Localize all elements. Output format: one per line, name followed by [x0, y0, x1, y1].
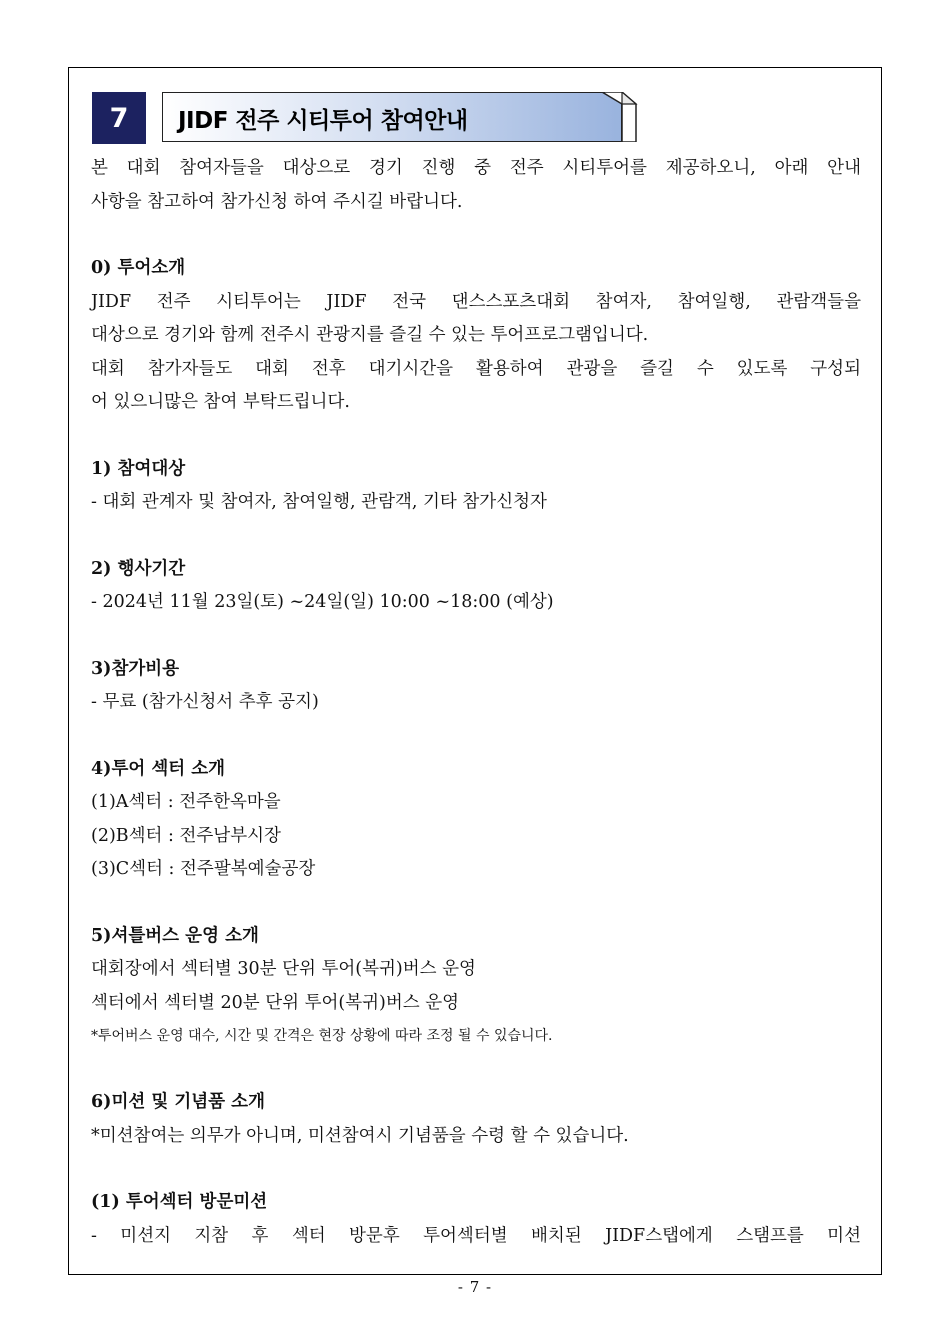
mission-visit-heading: (1) 투어섹터 방문미션 — [91, 1192, 268, 1212]
shuttle-line: 섹터에서 섹터별 20분 단위 투어(복귀)버스 운영 — [91, 992, 460, 1013]
target-line: - 대회 관계자 및 참여자, 참여일행, 관람객, 기타 참가신청자 — [91, 492, 547, 512]
period-line: - 2024년 11월 23일(토) ~24일(일) 10:00 ~18:00 (예상) — [91, 592, 554, 612]
section-title-box — [162, 92, 636, 142]
mission-line: *미션참여는 의무가 아니며, 미션참여시 기념품을 수령 할 수 있습니다. — [91, 1125, 629, 1146]
target-heading: 1) 참여대상 — [91, 458, 186, 479]
shuttle-line: 대회장에서 섹터별 30분 단위 투어(복귀)버스 운영 — [91, 959, 476, 979]
tour-intro-line: JIDF 전주 시티투어는 JIDF 전국 댄스스포츠대회 참여자, 참여일행, 관람객들을 — [91, 291, 861, 312]
cost-line: - 무료 (참가신청서 추후 공지) — [91, 692, 319, 712]
period-heading: 2) 행사기간 — [91, 558, 186, 579]
intro-line: 사항을 참고하여 참가신청 하여 주시길 바랍니다. — [91, 191, 463, 212]
mission-visit-line: - 미션지 지참 후 섹터 방문후 투어섹터별 배치된 JIDF스탭에게 스탬프를 미션 — [91, 1225, 861, 1246]
tour-intro-line: 대회 참가자들도 대회 전후 대기시간을 활용하여 관광을 즐길 수 있도록 구성되 — [91, 358, 861, 379]
mission-heading: 6)미션 및 기념품 소개 — [91, 1092, 265, 1112]
section-title: JIDF 전주 시티투어 참여안내 — [178, 108, 468, 134]
intro-line: 본 대회 참여자들을 대상으로 경기 진행 중 전주 시티투어를 제공하오니, 아래 안내 — [91, 158, 861, 178]
tour-intro-heading: 0) 투어소개 — [91, 258, 186, 278]
document-body — [91, 152, 861, 1253]
page-number: - 7 - — [457, 1278, 493, 1296]
content-frame — [68, 67, 882, 1275]
shuttle-note: *투어버스 운영 대수, 시간 및 간격은 현장 상황에 따라 조정 될 수 있습니다. — [91, 1028, 553, 1044]
sectors-heading: 4)투어 섹터 소개 — [91, 758, 226, 779]
page-fold-icon — [602, 92, 638, 142]
tour-intro-line: 어 있으니많은 참여 부탁드립니다. — [91, 392, 350, 412]
tour-intro-line: 대상으로 경기와 함께 전주시 관광지를 즐길 수 있는 투어프로그램입니다. — [91, 325, 649, 345]
sector-item: (1)A섹터 : 전주한옥마을 — [91, 792, 281, 812]
section-number: 7 — [92, 92, 146, 144]
sector-item: (2)B섹터 : 전주남부시장 — [91, 825, 281, 846]
shuttle-heading: 5)셔틀버스 운영 소개 — [91, 925, 259, 946]
sector-item: (3)C섹터 : 전주팔복예술공장 — [91, 859, 316, 879]
cost-heading: 3)참가비용 — [91, 658, 180, 679]
